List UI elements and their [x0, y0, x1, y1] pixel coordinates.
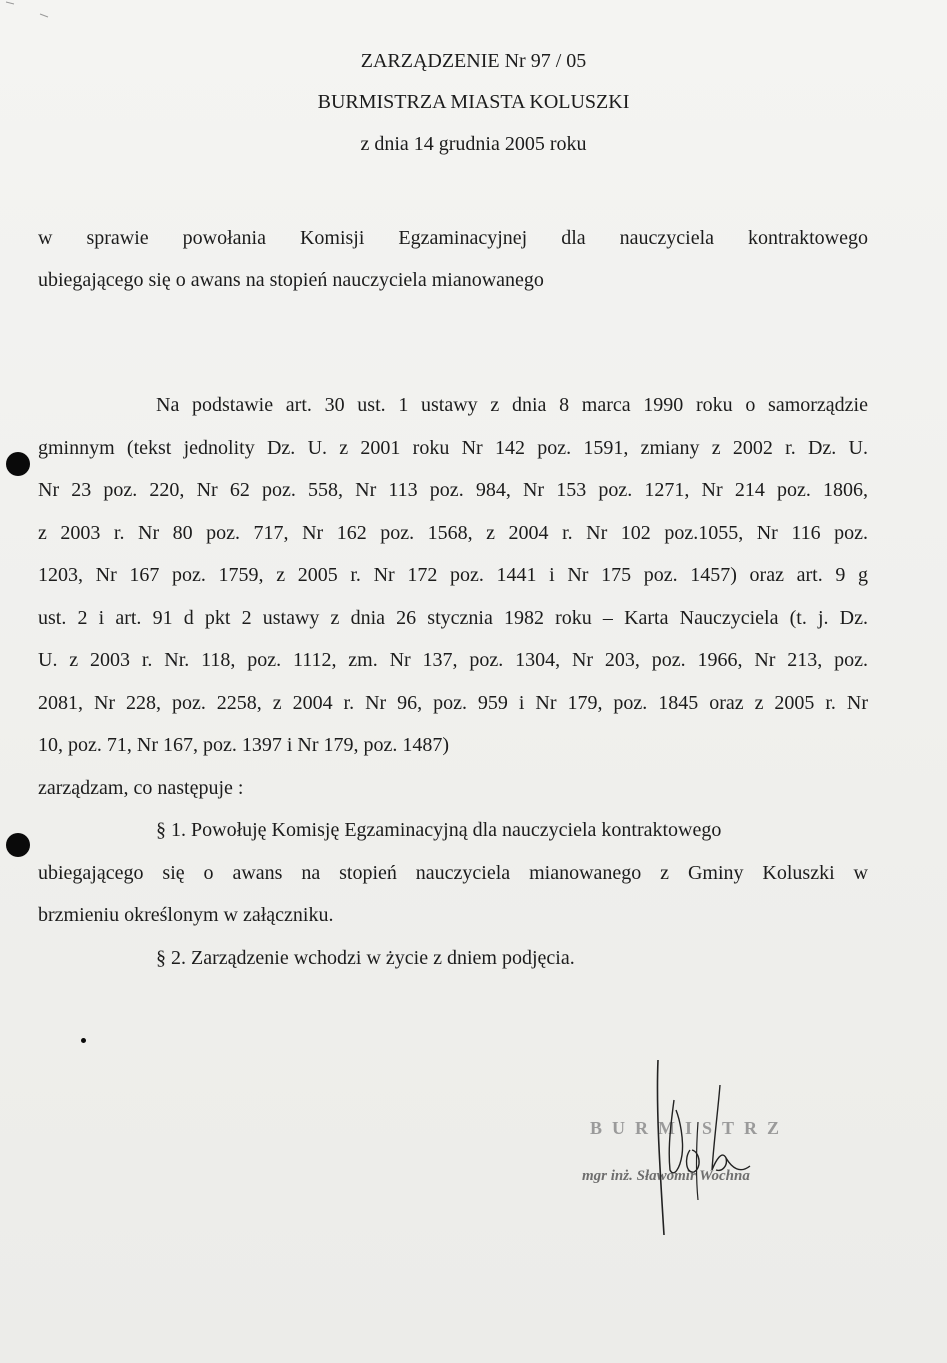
document-date: z dnia 14 grudnia 2005 roku — [360, 133, 587, 155]
legal-basis-line: ust. 2 i art. 91 d pkt 2 ustawy z dnia 26 stycznia 1982 roku – Karta Nauczyciela (t. j. Dz. — [38, 606, 868, 629]
document-body — [38, 384, 868, 979]
ink-speck — [81, 1038, 86, 1043]
legal-basis-line: z 2003 r. Nr 80 poz. 717, Nr 162 poz. 1568, z 2004 r. Nr 102 poz.1055, Nr 116 poz. — [38, 521, 868, 544]
handwritten-signature — [640, 1050, 770, 1250]
document-subject — [38, 217, 868, 301]
punch-hole-top — [6, 452, 30, 476]
paragraph-2: § 2. Zarządzenie wchodzi w życie z dniem podjęcia. — [156, 946, 575, 969]
decree-closing: zarządzam, co następuje : — [38, 776, 244, 799]
punch-hole-bottom — [6, 833, 30, 857]
legal-basis-line: 2081, Nr 228, poz. 2258, z 2004 r. Nr 96, poz. 959 i Nr 179, poz. 1845 oraz z 2005 r. Nr — [38, 691, 868, 714]
document-issuer: BURMISTRZA MIASTA KOLUSZKI — [317, 91, 630, 113]
subject-line-1: w sprawie powołania Komisji Egzaminacyjnej dla nauczyciela kontraktowego — [38, 227, 868, 249]
stamp-title: BURMISTRZ — [590, 1118, 790, 1138]
paragraph-1-line: § 1. Powołuję Komisję Egzaminacyjną dla nauczyciela kontraktowego — [156, 819, 722, 841]
subject-line-2: ubiegającego się o awans na stopień nauczyciela mianowanego — [38, 269, 544, 291]
legal-basis-line: Nr 23 poz. 220, Nr 62 poz. 558, Nr 113 poz. 984, Nr 153 poz. 1271, Nr 214 poz. 1806, — [38, 479, 868, 501]
legal-basis-line: gminnym (tekst jednolity Dz. U. z 2001 roku Nr 142 poz. 1591, zmiany z 2002 r. Dz. U. — [38, 436, 868, 459]
document-title: ZARZĄDZENIE Nr 97 / 05 — [360, 50, 587, 72]
paragraph-1-line: ubiegającego się o awans na stopień nauczyciela mianowanego z Gminy Koluszki w — [38, 861, 868, 884]
stamp-name: mgr inż. Sławomir Wochna — [582, 1168, 750, 1184]
legal-basis-line: Na podstawie art. 30 ust. 1 ustawy z dnia 8 marca 1990 roku o samorządzie — [156, 394, 868, 416]
paragraph-1-line: brzmieniu określonym w załączniku. — [38, 904, 334, 926]
legal-basis-line: U. z 2003 r. Nr. 118, poz. 1112, zm. Nr 137, poz. 1304, Nr 203, poz. 1966, Nr 213, poz. — [38, 649, 868, 671]
legal-basis-line: 10, poz. 71, Nr 167, poz. 1397 i Nr 179, poz. 1487) — [38, 734, 450, 756]
legal-basis-line: 1203, Nr 167 poz. 1759, z 2005 r. Nr 172 poz. 1441 i Nr 175 poz. 1457) oraz art. 9 g — [38, 564, 868, 586]
scan-corner-mark — [0, 0, 60, 20]
